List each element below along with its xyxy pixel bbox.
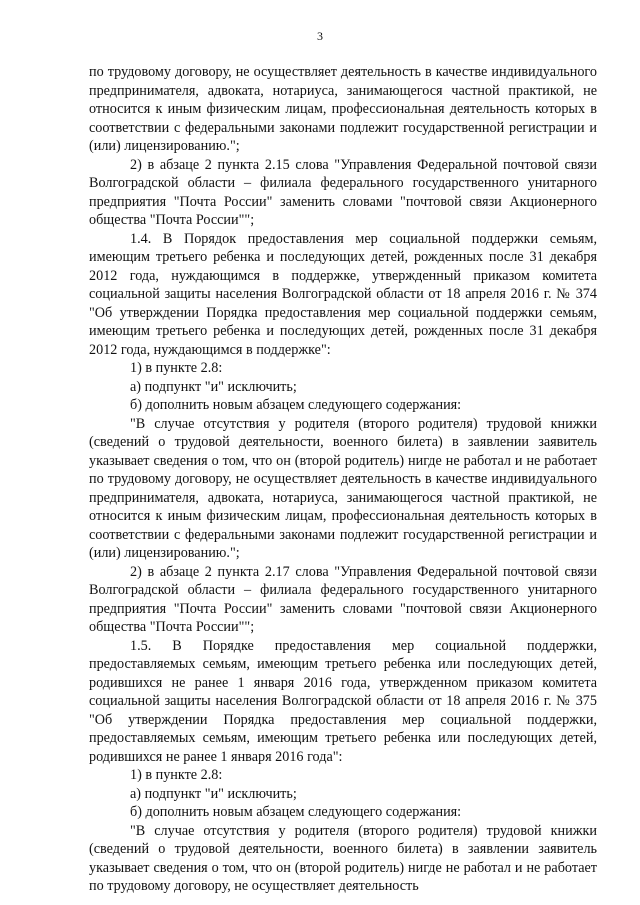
paragraph: 2) в абзаце 2 пункта 2.17 слова "Управления Федеральной почтовой связи Волгоградской области – филиала федерального государственного унитарного предприятия "Почта России" заменить словами "почтовой связи Акционерного общества "Почта России"";	[89, 563, 597, 635]
paragraph: б) дополнить новым абзацем следующего содержания:	[130, 397, 462, 413]
paragraph: 1) в пункте 2.8:	[130, 767, 223, 783]
paragraph: 1.4. В Порядок предоставления мер социальной поддержки семьям, имеющим третьего ребенка и последующих детей, рожденных после 31 декабря 2012 года, нуждающимся в поддержке, утвержденный приказом комитета социальной защиты населения Волгоградской области от 18 апреля 2016 г. № 374 "Об утверждении Порядка предоставления мер социальной поддержки семьям, имеющим третьего ребенка и последующих детей, рожденных после 31 декабря 2012 года, нуждающимся в поддержке":	[89, 230, 597, 358]
paragraph: "В случае отсутствия у родителя (второго родителя) трудовой книжки (сведений о трудовой деятельности, военного билета) в заявлении заявитель указывает сведения о том, что он (второй родитель) нигде не работал и не работает по трудовому договору, не осуществляет деятельность в качестве индивидуального предпринимателя, адвоката, нотариуса, занимающегося частной практикой, не относится к иным физическим лицам, профессиональная деятельность которых в соответствии с федеральными законами подлежит государственной регистрации и (или) лицензированию.";	[89, 415, 597, 561]
paragraph: а) подпункт "и" исключить;	[130, 378, 297, 395]
paragraph: по трудовому договору, не осуществляет деятельность в качестве индивидуального предпринимателя, адвоката, нотариуса, занимающегося частной практикой, не относится к иным физическим лицам, профессиональная деятельность которых в соответствии с федеральными законами подлежит государственной регистрации и (или) лицензированию.";	[89, 64, 597, 154]
paragraph: 1.5. В Порядке предоставления мер социальной поддержки, предоставляемых семьям, имеющим третьего ребенка или последующих детей, родившихся не ранее 1 января 2016 года, утвержденном приказом комитета социальной защиты населения Волгоградской области от 18 апреля 2016 г. № 375 "Об утверждении Порядка предоставления мер социальной поддержки, предоставляемых семьям, имеющим третьего ребенка или последующих детей, родившихся не ранее 1 января 2016 года":	[89, 637, 597, 765]
paragraph: а) подпункт "и" исключить;	[130, 785, 297, 802]
document-body	[89, 63, 597, 896]
page-number: 3	[317, 29, 323, 43]
paragraph: "В случае отсутствия у родителя (второго родителя) трудовой книжки (сведений о трудовой деятельности, военного билета) в заявлении заявитель указывает сведения о том, что он (второй родитель) нигде не работал и не работает по трудовому договору, не осуществляет деятельность	[89, 822, 597, 894]
paragraph: 1) в пункте 2.8:	[130, 360, 223, 376]
paragraph: 2) в абзаце 2 пункта 2.15 слова "Управления Федеральной почтовой связи Волгоградской области – филиала федерального государственного унитарного предприятия "Почта России" заменить словами "почтовой связи Акционерного общества "Почта России"";	[89, 156, 597, 228]
paragraph: б) дополнить новым абзацем следующего содержания:	[130, 804, 462, 820]
